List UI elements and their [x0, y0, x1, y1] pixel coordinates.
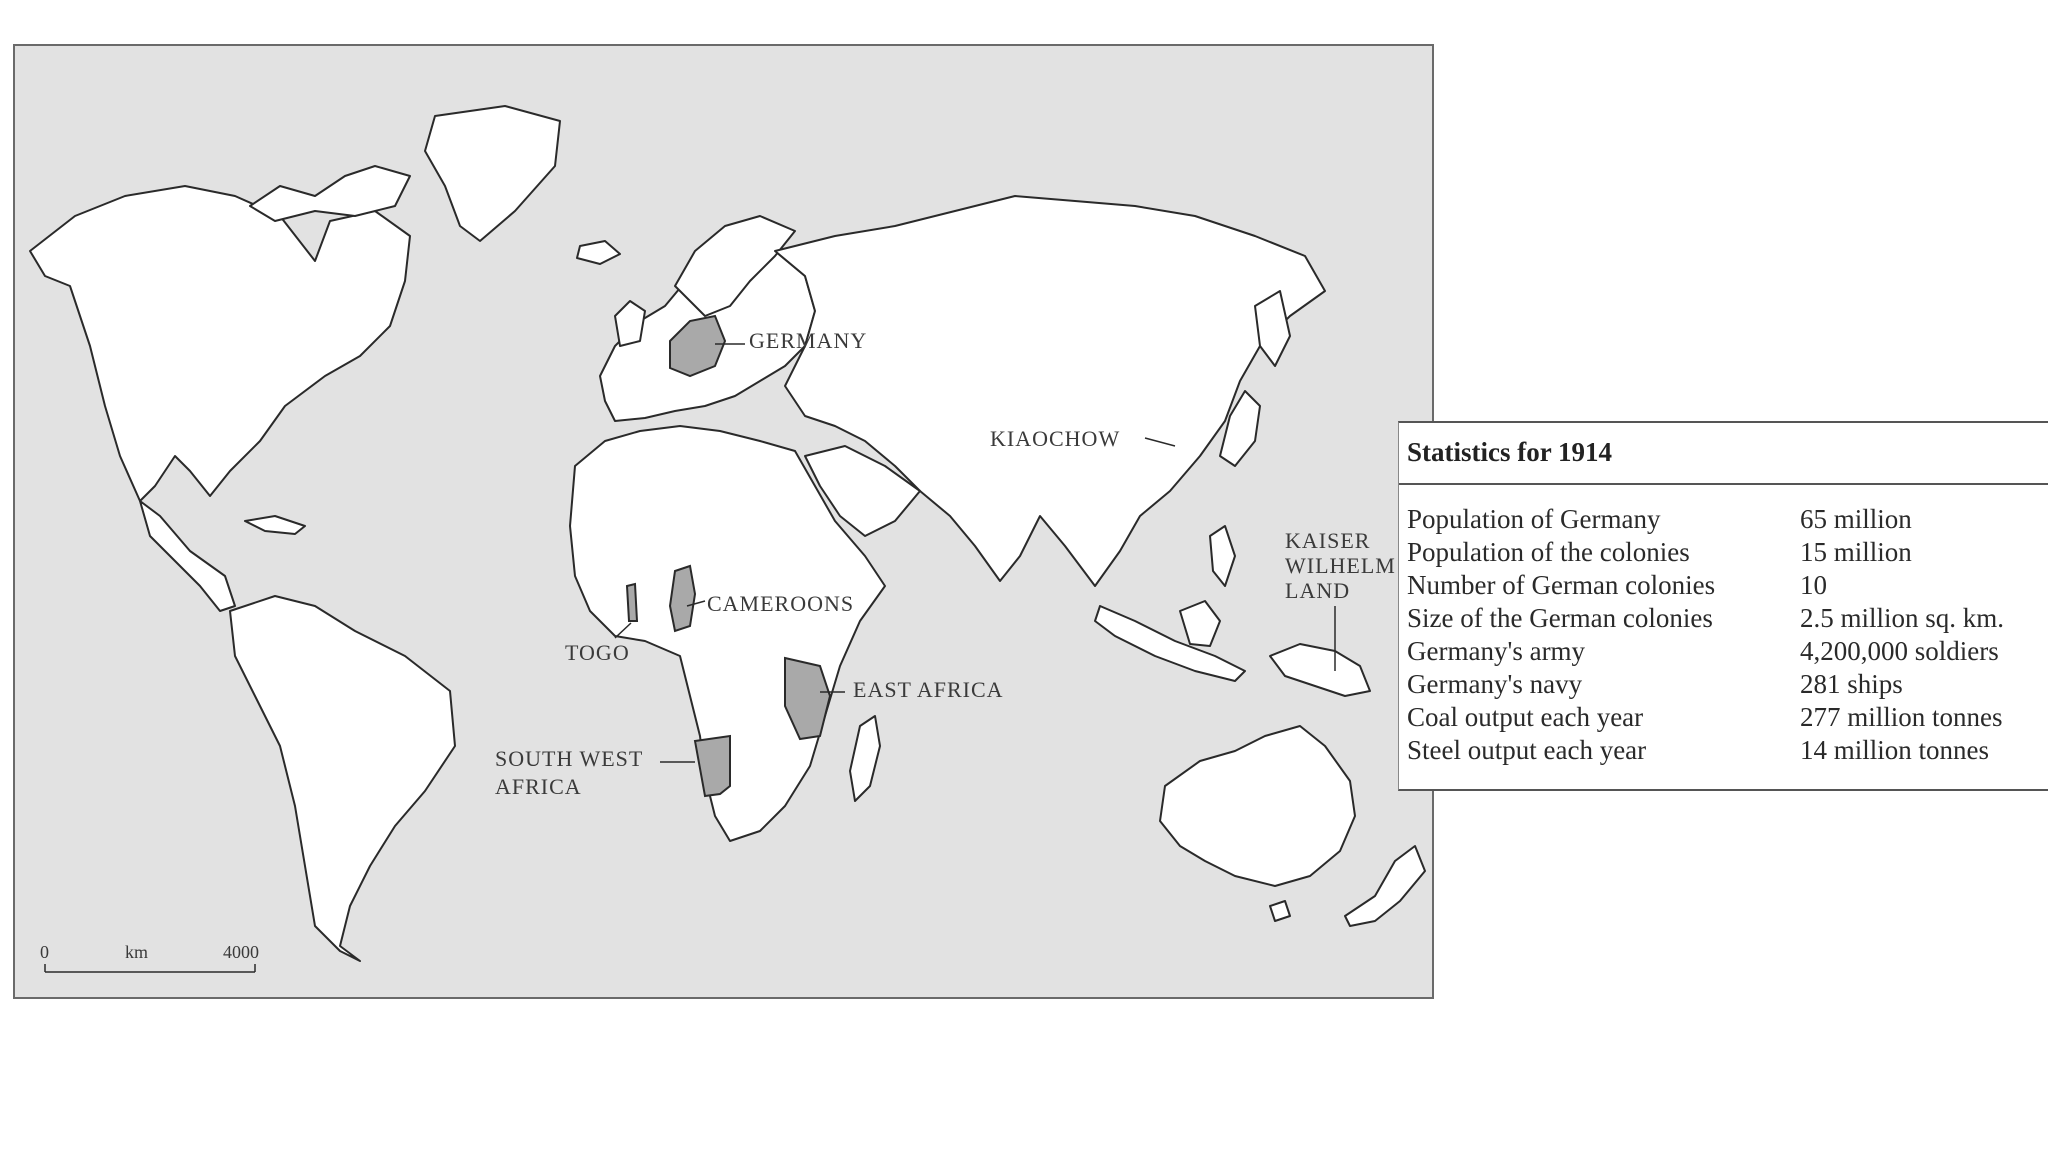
australia: [1160, 726, 1355, 886]
stat-value: 281 ships: [1800, 669, 1903, 699]
stat-row: [1407, 569, 2047, 602]
stat-value: 65 million: [1800, 504, 1912, 534]
stat-label: Size of the German colonies: [1407, 603, 1713, 633]
stat-value: 4,200,000 soldiers: [1800, 636, 1999, 666]
north-america: [30, 186, 410, 501]
stat-value: 15 million: [1800, 537, 1912, 567]
scale-label-start: 0: [40, 942, 49, 962]
borneo: [1180, 601, 1220, 646]
stat-label: Steel output each year: [1407, 735, 1647, 765]
stat-label: Germany's navy: [1407, 669, 1583, 699]
label-kaiser-line3: LAND: [1285, 578, 1351, 603]
label-kaiser-line2: WILHELM: [1285, 553, 1396, 578]
label-south-west-africa-line1: SOUTH WEST: [495, 746, 644, 771]
iceland: [577, 241, 620, 264]
british-isles: [615, 301, 645, 346]
statistics-divider: [1399, 483, 2048, 485]
stat-value: 2.5 million sq. km.: [1800, 603, 2005, 633]
philippines: [1210, 526, 1235, 586]
label-kaiser-line1: KAISER: [1285, 528, 1371, 553]
stat-value: 14 million tonnes: [1800, 735, 1989, 765]
stat-row: [1407, 503, 2047, 536]
south-america: [230, 596, 455, 961]
stat-row: [1407, 602, 2047, 635]
new-zealand: [1345, 846, 1425, 926]
stat-label: Number of German colonies: [1407, 570, 1716, 600]
world-map: [13, 44, 1434, 999]
south-west-africa-territory: [695, 736, 730, 796]
stat-label: Germany's army: [1407, 636, 1586, 666]
stat-row: [1407, 536, 2047, 569]
caribbean-islands: [245, 516, 305, 534]
togo-territory: [627, 584, 637, 621]
stat-row: [1407, 701, 2047, 734]
label-south-west-africa-line2: AFRICA: [495, 774, 582, 799]
stat-row: [1407, 668, 2047, 701]
label-germany: GERMANY: [749, 328, 868, 353]
stat-row: [1407, 635, 2047, 668]
scale-label-unit: km: [125, 942, 149, 962]
arctic-islands: [250, 166, 410, 221]
stat-label: Coal output each year: [1407, 702, 1644, 732]
indonesia: [1095, 606, 1245, 681]
greenland: [425, 106, 560, 241]
label-cameroons: CAMEROONS: [707, 591, 855, 616]
label-kiaochow: KIAOCHOW: [990, 426, 1121, 451]
label-togo: TOGO: [565, 640, 630, 665]
stat-label: Population of the colonies: [1407, 537, 1690, 567]
statistics-table: [1407, 503, 2047, 767]
world-map-svg: [15, 46, 1434, 999]
stat-row: [1407, 734, 2047, 767]
tasmania: [1270, 901, 1290, 921]
statistics-title: Statistics for 1914: [1407, 437, 1612, 467]
cameroons-territory: [670, 566, 695, 631]
stat-value: 10: [1800, 570, 1827, 600]
label-east-africa: EAST AFRICA: [853, 677, 1004, 702]
stat-label: Population of Germany: [1407, 504, 1661, 534]
madagascar: [850, 716, 880, 801]
scale-label-end: 4000: [223, 942, 259, 962]
statistics-box: [1398, 421, 2048, 791]
new-guinea: [1270, 644, 1370, 696]
stat-value: 277 million tonnes: [1800, 702, 2003, 732]
central-america: [140, 501, 235, 611]
